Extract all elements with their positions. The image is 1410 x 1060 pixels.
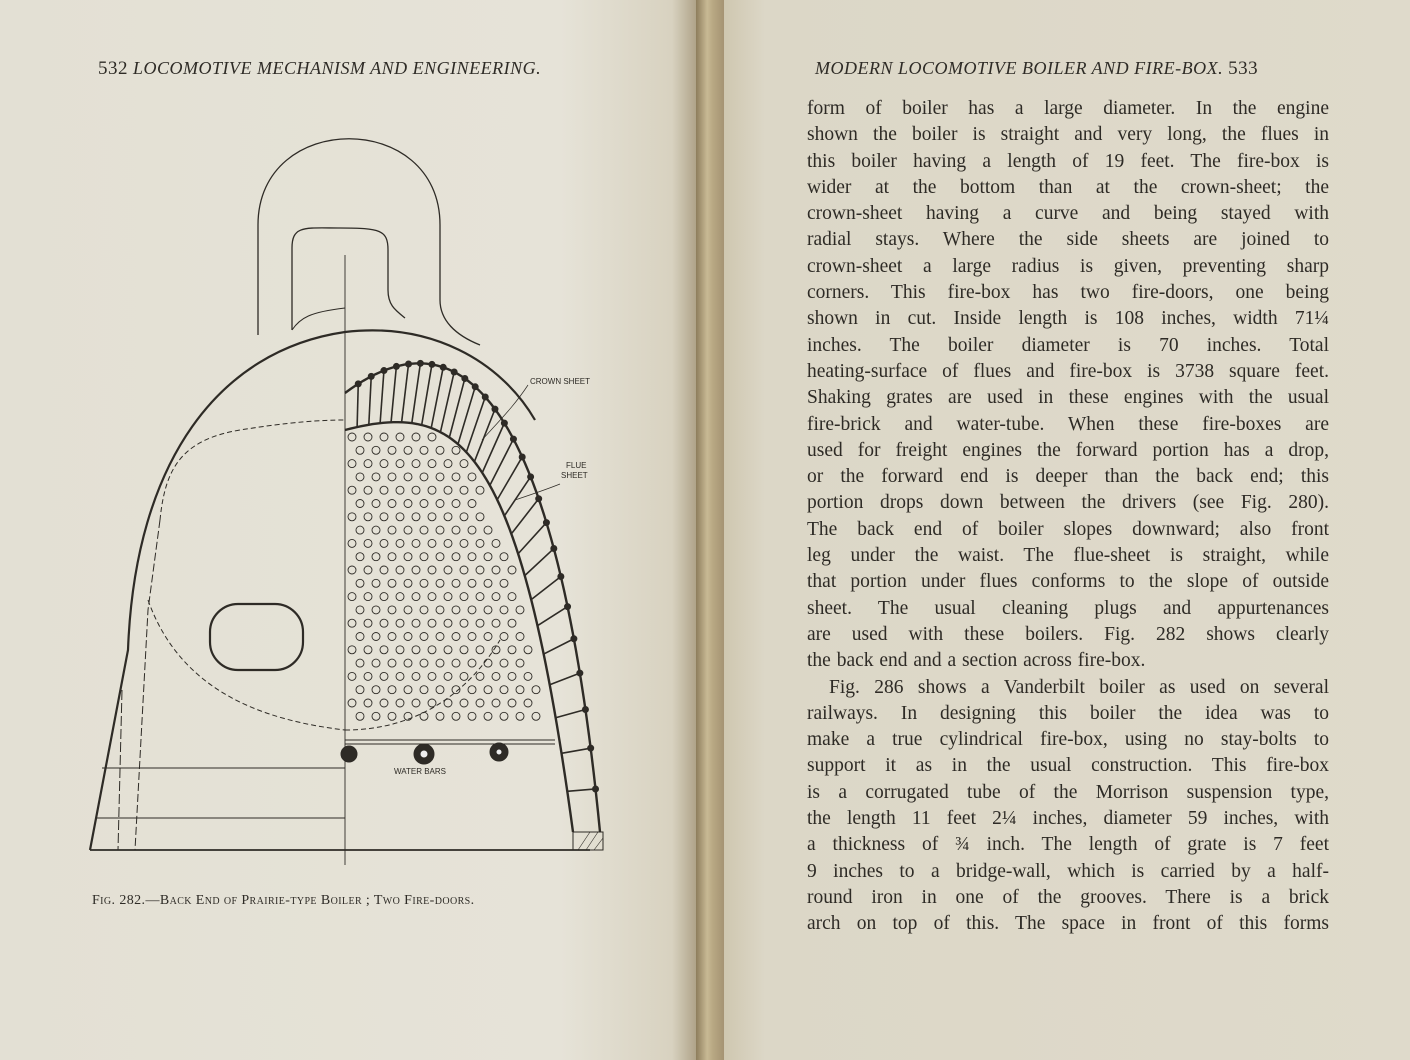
tube-hole	[356, 686, 364, 694]
book-gutter	[696, 0, 724, 1060]
tube-hole	[396, 486, 404, 494]
tube-hole	[428, 513, 436, 521]
figure-caption: Fig. 282.—Back End of Prairie-type Boiler ; Two Fire-doors.	[92, 893, 475, 908]
text-line: shown in cut. Inside length is 108 inches, width 71¼	[807, 308, 1329, 330]
tube-hole	[388, 579, 396, 587]
tube-hole	[428, 433, 436, 441]
tube-hole	[484, 659, 492, 667]
tube-hole	[388, 659, 396, 667]
tube-hole	[404, 659, 412, 667]
tube-hole	[356, 473, 364, 481]
tube-hole	[412, 539, 420, 547]
tube-hole	[396, 460, 404, 468]
tube-hole	[444, 699, 452, 707]
tube-hole	[364, 433, 372, 441]
tube-hole	[404, 446, 412, 454]
tube-hole	[476, 593, 484, 601]
tube-hole	[484, 686, 492, 694]
tube-hole	[396, 646, 404, 654]
tube-hole	[492, 672, 500, 680]
tube-hole	[460, 646, 468, 654]
tube-hole	[364, 566, 372, 574]
tube-hole	[516, 606, 524, 614]
tube-hole	[476, 486, 484, 494]
tube-hole	[396, 566, 404, 574]
tube-hole	[436, 659, 444, 667]
text-line: that portion under flues conforms to the slope of outside	[807, 571, 1329, 593]
tube-hole	[452, 579, 460, 587]
tube-hole	[412, 699, 420, 707]
tube-hole	[452, 633, 460, 641]
tube-hole	[380, 539, 388, 547]
tube-hole	[500, 579, 508, 587]
tube-hole	[372, 553, 380, 561]
left-running-head: LOCOMOTIVE MECHANISM AND ENGINEERING.	[133, 58, 542, 78]
text-line: round iron in one of the grooves. There is a brick	[807, 886, 1329, 908]
tube-hole	[516, 633, 524, 641]
text-line: crown-sheet having a curve and being stayed with	[807, 203, 1329, 225]
tube-hole	[412, 566, 420, 574]
tube-hole	[348, 593, 356, 601]
tube-hole	[444, 619, 452, 627]
tube-hole	[404, 606, 412, 614]
tube-hole	[452, 500, 460, 508]
tube-hole	[484, 579, 492, 587]
tube-hole	[396, 593, 404, 601]
text-line: this boiler having a length of 19 feet. The fire-box is	[807, 150, 1329, 172]
tube-hole	[508, 566, 516, 574]
tube-hole	[380, 486, 388, 494]
tube-hole	[468, 579, 476, 587]
tube-hole	[380, 460, 388, 468]
tube-hole	[404, 473, 412, 481]
tube-hole	[348, 433, 356, 441]
tube-hole	[348, 539, 356, 547]
tube-hole	[436, 633, 444, 641]
tube-hole	[428, 672, 436, 680]
tube-hole	[524, 672, 532, 680]
tube-hole	[388, 446, 396, 454]
text-line: support it as in the usual construction. This fire-box	[807, 755, 1329, 777]
tube-hole	[372, 606, 380, 614]
tube-hole	[444, 460, 452, 468]
tube-hole	[380, 646, 388, 654]
tube-hole	[508, 646, 516, 654]
tube-hole	[364, 646, 372, 654]
crown-sheet-label: CROWN SHEET	[530, 377, 590, 386]
tube-hole	[460, 513, 468, 521]
tube-hole	[436, 686, 444, 694]
tube-hole	[348, 672, 356, 680]
tube-hole	[460, 699, 468, 707]
tube-hole	[436, 579, 444, 587]
tube-hole	[420, 446, 428, 454]
tube-hole	[460, 460, 468, 468]
tube-hole	[356, 446, 364, 454]
tube-hole	[348, 513, 356, 521]
tube-hole	[364, 460, 372, 468]
tube-hole	[428, 619, 436, 627]
tube-hole	[468, 633, 476, 641]
tube-hole	[476, 539, 484, 547]
tube-hole	[516, 712, 524, 720]
tube-hole	[404, 500, 412, 508]
tube-hole	[380, 672, 388, 680]
tube-hole	[476, 566, 484, 574]
tube-hole	[436, 446, 444, 454]
text-line: wider at the bottom than at the crown-sheet; the	[807, 176, 1329, 198]
text-line: shown the boiler is straight and very long, the flues in	[807, 124, 1329, 146]
text-line: are used with these boilers. Fig. 282 shows clearly	[807, 623, 1329, 645]
tube-hole	[468, 526, 476, 534]
tube-hole	[412, 513, 420, 521]
text-line: heating-surface of flues and fire-box is 3738 square feet.	[807, 360, 1329, 382]
tube-hole	[364, 539, 372, 547]
tube-hole	[452, 712, 460, 720]
tube-hole	[436, 473, 444, 481]
tube-hole	[396, 539, 404, 547]
tube-hole	[372, 526, 380, 534]
text-line: form of boiler has a large diameter. In the engine	[807, 98, 1329, 119]
tube-hole	[356, 606, 364, 614]
tube-hole	[356, 579, 364, 587]
tube-hole	[428, 699, 436, 707]
tube-hole	[380, 593, 388, 601]
tube-hole	[492, 539, 500, 547]
tube-hole	[468, 712, 476, 720]
tube-hole	[500, 659, 508, 667]
tube-hole	[348, 619, 356, 627]
tube-hole	[364, 619, 372, 627]
tube-hole	[436, 526, 444, 534]
tube-hole	[452, 606, 460, 614]
tube-hole	[404, 553, 412, 561]
tube-hole	[524, 646, 532, 654]
tube-hole	[436, 712, 444, 720]
right-running-header	[815, 58, 1258, 80]
tube-hole	[404, 633, 412, 641]
tube-hole	[468, 500, 476, 508]
tube-hole	[396, 699, 404, 707]
tube-hole	[500, 686, 508, 694]
text-line: radial stays. Where the side sheets are joined to	[807, 229, 1329, 251]
tube-hole	[428, 566, 436, 574]
tube-hole	[388, 712, 396, 720]
tube-hole	[388, 606, 396, 614]
tube-hole	[444, 486, 452, 494]
text-line: or the forward end is deeper than the back end; this	[807, 466, 1329, 488]
tube-hole	[420, 712, 428, 720]
body-text	[807, 96, 1329, 938]
text-line: used for freight engines the forward portion has a drop,	[807, 439, 1329, 461]
tube-hole	[372, 579, 380, 587]
tube-hole	[420, 526, 428, 534]
tube-hole	[412, 433, 420, 441]
tube-hole	[484, 606, 492, 614]
right-running-head: MODERN LOCOMOTIVE BOILER AND FIRE-BOX.	[815, 58, 1224, 78]
tube-hole	[348, 699, 356, 707]
tube-hole	[396, 619, 404, 627]
tube-hole	[420, 579, 428, 587]
tube-hole	[516, 686, 524, 694]
tube-hole	[388, 526, 396, 534]
tube-hole	[372, 686, 380, 694]
tube-hole	[444, 539, 452, 547]
tube-hole	[484, 526, 492, 534]
tube-hole	[484, 633, 492, 641]
text-line: sheet. The usual cleaning plugs and appurtenances	[807, 597, 1329, 619]
tube-hole	[372, 659, 380, 667]
tube-hole	[532, 686, 540, 694]
tube-hole	[468, 686, 476, 694]
tube-hole	[492, 699, 500, 707]
tube-hole	[412, 460, 420, 468]
tube-hole	[508, 699, 516, 707]
tube-hole	[348, 460, 356, 468]
tube-hole	[380, 699, 388, 707]
tube-hole	[380, 433, 388, 441]
tube-hole	[356, 712, 364, 720]
radial-stays	[345, 360, 600, 832]
tube-hole	[420, 686, 428, 694]
tube-hole	[388, 686, 396, 694]
tube-hole	[492, 593, 500, 601]
tube-hole	[508, 619, 516, 627]
boiler-diagram	[0, 0, 700, 880]
tube-hole	[364, 593, 372, 601]
tube-hole	[460, 539, 468, 547]
tube-hole	[452, 446, 460, 454]
tube-hole	[396, 433, 404, 441]
tube-hole	[500, 633, 508, 641]
tube-hole	[428, 460, 436, 468]
tube-hole	[460, 566, 468, 574]
tube-hole	[484, 553, 492, 561]
tube-hole	[388, 633, 396, 641]
tube-hole	[348, 566, 356, 574]
tube-hole	[436, 606, 444, 614]
tube-hole	[492, 619, 500, 627]
text-line: railways. In designing this boiler the idea was to	[807, 702, 1329, 724]
tube-hole	[356, 500, 364, 508]
tube-hole	[380, 566, 388, 574]
tube-hole	[476, 672, 484, 680]
tube-hole	[396, 513, 404, 521]
tube-hole	[452, 553, 460, 561]
tube-hole	[444, 646, 452, 654]
tube-hole	[508, 672, 516, 680]
tube-hole	[436, 553, 444, 561]
text-line: Shaking grates are used in these engines with the usual	[807, 387, 1329, 409]
tube-hole	[468, 606, 476, 614]
tube-hole	[348, 646, 356, 654]
tube-hole	[444, 513, 452, 521]
tube-hole	[428, 646, 436, 654]
tube-hole	[380, 513, 388, 521]
text-line: crown-sheet a large radius is given, preventing sharp	[807, 255, 1329, 277]
tube-hole	[420, 500, 428, 508]
text-line: the back end and a section across fire-box.	[807, 650, 1146, 672]
tube-hole	[484, 712, 492, 720]
tube-hole	[460, 672, 468, 680]
tube-hole	[452, 473, 460, 481]
tube-hole	[380, 619, 388, 627]
tube-hole	[404, 686, 412, 694]
tube-hole	[372, 473, 380, 481]
tube-hole	[500, 712, 508, 720]
tube-hole	[412, 619, 420, 627]
text-line: inches. The boiler diameter is 70 inches. Total	[807, 334, 1329, 356]
tube-hole	[404, 526, 412, 534]
water-bars-label: WATER BARS	[394, 767, 447, 776]
tube-hole	[396, 672, 404, 680]
text-line: arch on top of this. The space in front of this forms	[807, 913, 1329, 935]
tube-hole	[388, 553, 396, 561]
tube-hole	[428, 593, 436, 601]
tube-hole	[428, 539, 436, 547]
tube-hole	[348, 486, 356, 494]
tube-hole	[420, 473, 428, 481]
tube-hole	[372, 712, 380, 720]
tube-hole	[436, 500, 444, 508]
tube-hole	[420, 659, 428, 667]
flue-sheet-label-1: FLUE	[566, 461, 587, 470]
tube-hole	[388, 473, 396, 481]
left-page-number: 532	[98, 58, 128, 79]
tube-hole	[452, 659, 460, 667]
tube-hole	[356, 553, 364, 561]
tube-hole	[412, 672, 420, 680]
tube-hole	[364, 699, 372, 707]
tube-hole	[444, 593, 452, 601]
tube-hole	[524, 699, 532, 707]
text-line: the length 11 feet 2¼ inches, diameter 59 inches, with	[807, 808, 1329, 830]
tube-hole	[468, 473, 476, 481]
tube-hole	[476, 646, 484, 654]
tube-hole	[356, 526, 364, 534]
text-line: make a true cylindrical fire-box, using no stay-bolts to	[807, 729, 1329, 751]
tube-hole	[500, 606, 508, 614]
tube-hole	[516, 659, 524, 667]
tube-hole	[476, 513, 484, 521]
tube-hole	[460, 486, 468, 494]
tube-hole	[388, 500, 396, 508]
right-page-number: 533	[1228, 58, 1259, 79]
tube-hole	[468, 659, 476, 667]
tube-hole	[508, 593, 516, 601]
tube-hole	[356, 659, 364, 667]
text-line: 9 inches to a bridge-wall, which is carried by a half-	[807, 860, 1329, 882]
boiler-outline	[90, 139, 603, 865]
tube-hole	[356, 633, 364, 641]
tube-hole	[412, 486, 420, 494]
tube-hole	[476, 619, 484, 627]
tube-hole	[460, 619, 468, 627]
tube-hole	[444, 566, 452, 574]
tube-hole	[428, 486, 436, 494]
tube-hole	[364, 672, 372, 680]
text-line: leg under the waist. The flue-sheet is straight, while	[807, 545, 1329, 567]
tube-hole	[452, 526, 460, 534]
tube-hole	[372, 633, 380, 641]
text-line: fire-brick and water-tube. When these fire-boxes are	[807, 413, 1329, 435]
tube-hole	[412, 646, 420, 654]
text-line: corners. This fire-box has two fire-doors, one being	[807, 282, 1329, 304]
tube-hole	[412, 593, 420, 601]
text-line: The back end of boiler slopes downward; also front	[807, 518, 1329, 540]
tube-hole	[420, 553, 428, 561]
tube-hole	[420, 633, 428, 641]
flue-sheet-label-2: SHEET	[561, 471, 588, 480]
text-line: portion drops down between the drivers (see Fig. 280).	[807, 492, 1329, 514]
tube-hole	[420, 606, 428, 614]
tube-hole	[364, 513, 372, 521]
tube-hole	[492, 566, 500, 574]
tube-hole	[372, 446, 380, 454]
text-line: is a corrugated tube of the Morrison suspension type,	[807, 781, 1329, 803]
tube-hole	[444, 672, 452, 680]
text-line: Fig. 286 shows a Vanderbilt boiler as used on several	[829, 676, 1329, 698]
text-line: a thickness of ¾ inch. The length of grate is 7 feet	[807, 834, 1329, 856]
tube-hole	[404, 579, 412, 587]
tube-hole	[364, 486, 372, 494]
tube-hole	[532, 712, 540, 720]
tube-hole	[460, 593, 468, 601]
tube-hole	[372, 500, 380, 508]
tube-hole	[500, 553, 508, 561]
tube-hole	[476, 699, 484, 707]
tube-hole	[468, 553, 476, 561]
